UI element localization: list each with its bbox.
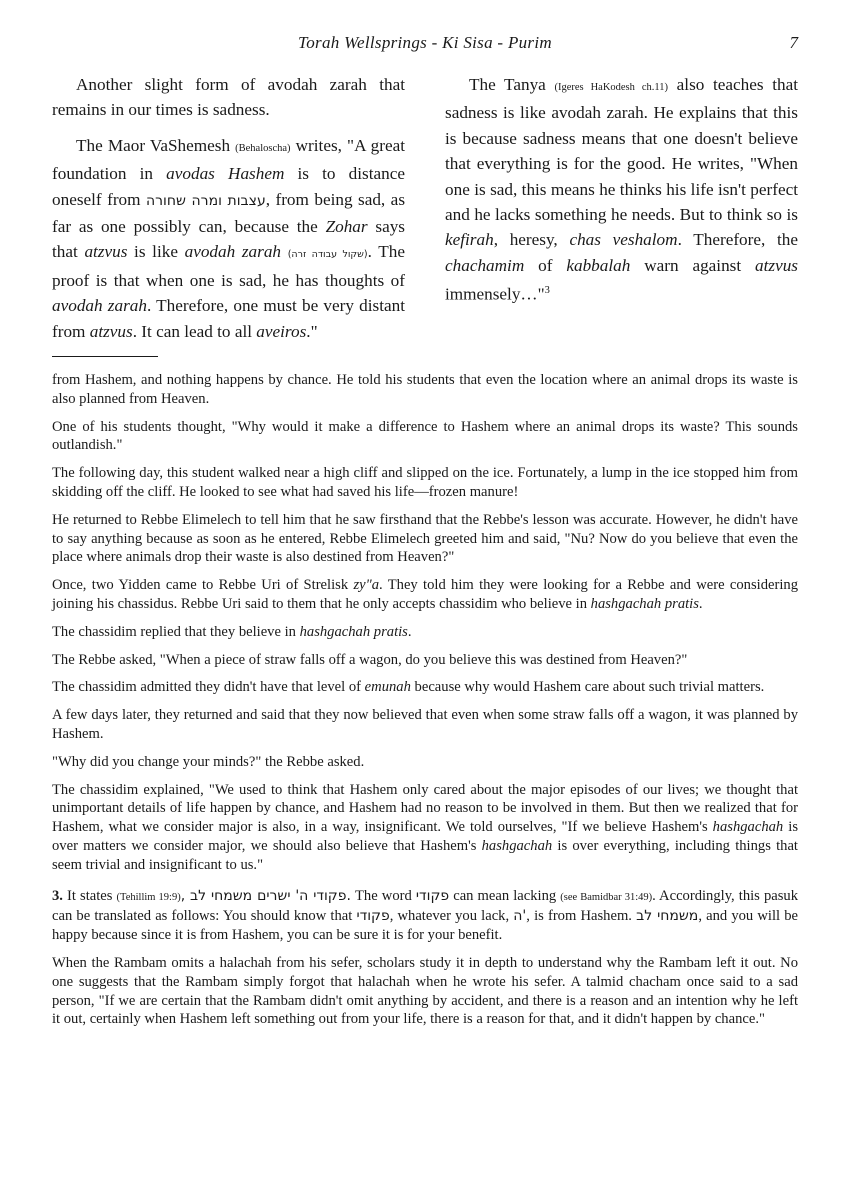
footnote-paragraph: The following day, this student walked near a high cliff and slipped on the ice. Fortunately, a lump in the ice stopped him from skidding off the cliff. He looked to see what had saved his life—frozen manure!	[52, 465, 798, 500]
source-citation: (Igeres HaKodesh ch.11)	[554, 82, 669, 93]
body-columns	[52, 72, 798, 341]
paragraph-tanya: The Tanya (Igeres HaKodesh ch.11) also teaches that sadness is like avodah zarah. He explains that this is because sadness means that one doesn't believe that everything is for the good. He writes, "When one is sad, this means he thinks his life isn't perfect and he lacks something he needs. But to think so is kefirah, heresy, chas veshalom. Therefore, the chachamim of kabbalah warn against atzvus immensely…"$^3$	[445, 75, 798, 304]
footnote-paragraph: The chassidim admitted they didn't have that level of emunah because why would Hashem care about such trivial matters.	[52, 679, 765, 696]
hebrew-phrase: עצבות ומרה שחורה	[145, 192, 266, 209]
hebrew-word: פקודי	[415, 887, 450, 904]
right-column	[445, 72, 798, 317]
footnote-marker: 3	[544, 285, 550, 297]
footnote-paragraph: He returned to Rebbe Elimelech to tell him that he saw firsthand that the Rebbe's lesson was accurate. However, he didn't have to say anything because as soon as he entered, Rebbe Elimelech greeted him and said, "Nu? Now do you believe that even the place where animals drop their waste is also destined from Heaven?"	[52, 511, 798, 566]
hebrew-verse: , פקודי ה' ישרים משמחי לב.	[180, 887, 351, 904]
footnotes	[52, 371, 798, 1038]
page-number: 7	[789, 33, 798, 52]
footnote-paragraph: The chassidim explained, "We used to think that Hashem only cared about the major episodes of our lives; we thought that unimportant details of life happen by chance, and Hashem had no reason to be involved in them. But then we realized that for Hashem, what we consider major is also, in a way, insignificant. We told ourselves, "If we believe Hashem's hashgachah is over matters we consider major, we should also believe that Hashem's hashgachah is over everything, including things that seem trivial and insignificant to us."	[52, 781, 798, 873]
footnote-paragraph: from Hashem, and nothing happens by chance. He told his students that even the location where an animal drops its waste is also planned from Heaven.	[52, 372, 798, 407]
hebrew-word: ה'	[513, 908, 527, 925]
footnote-paragraph: "Why did you change your minds?" the Rebbe asked.	[52, 753, 365, 770]
footnote-paragraph: One of his students thought, "Why would it make a difference to Hashem where an animal drops its waste? This sounds outlandish."	[52, 418, 798, 454]
footnote-paragraph: Once, two Yidden came to Rebbe Uri of Strelisk zy"a. They told him they were looking for a Rebbe and were considering joining his chassidus. Rebbe Uri said to them that he only accepts chassidim who believe in hashgachah pratis.	[52, 577, 798, 612]
header-title: Torah Wellsprings - Ki Sisa - Purim	[298, 33, 552, 52]
footnote-paragraph: When the Rambam omits a halachah from his sefer, scholars study it in depth to understand why the Rambam left it out. No one suggests that the Rambam simply forgot that halachah when he wrote his sefer. A talmid chacham once said to a sad person, "If we are certain that the Rambam didn't omit anything by accident, and there is a reason and an intention why he left it out, certainly when Hashem left something out from your life, there is a reason for that, and it didn't happen by chance."	[52, 954, 798, 1028]
footnote-divider	[52, 356, 158, 357]
hebrew-word: משמחי לב	[636, 908, 699, 925]
source-citation: (Tehillim 19:9)	[116, 891, 181, 903]
footnote-paragraph: The chassidim replied that they believe in hashgachah pratis.	[52, 623, 412, 640]
footnote-3: 3. It states (Tehillim 19:9), פקודי ה' ישרים משמחי לב. The word פקודי can mean lacking (see Bamidbar 31:49). Accordingly, this pasuk can be translated as follows: You should know that פקודי, whatever you lack, ה', is from Hashem. משמחי לב, and you will be happy because since it is from Hashem, you can be sure it is for your benefit.	[52, 887, 798, 944]
paragraph-sadness-intro: Another slight form of avodah zarah that remains in our times is sadness.	[52, 75, 405, 120]
footnote-paragraph: The Rebbe asked, "When a piece of straw falls off a wagon, do you believe this was destined from Heaven?"	[52, 651, 688, 668]
hebrew-word: פקודי	[356, 908, 390, 925]
source-citation: (see Bamidbar 31:49)	[560, 891, 653, 903]
paragraph-maor-vashemesh: The Maor VaShemesh (Behaloscha) writes, "A great foundation in avodas Hashem is to distance oneself from עצבות ומרה שחורה, from being sad, as far as one possibly can, because the Zohar says that atzvus is like avodah zarah (שקול עבודה זרה). The proof is that when one is sad, he has thoughts of avodah zarah. Therefore, one must be very distant from atzvus. It can lead to all aveiros."	[52, 135, 406, 341]
footnote-paragraph: A few days later, they returned and said that they now believed that even when some straw falls off a wagon, it was planned by Hashem.	[52, 707, 798, 742]
footnote-number: 3.	[52, 887, 63, 904]
running-header	[52, 33, 798, 57]
left-column	[52, 72, 405, 354]
hebrew-citation: (שקול עבודה זרה)	[287, 249, 368, 261]
source-citation: (Behaloscha)	[235, 142, 291, 154]
